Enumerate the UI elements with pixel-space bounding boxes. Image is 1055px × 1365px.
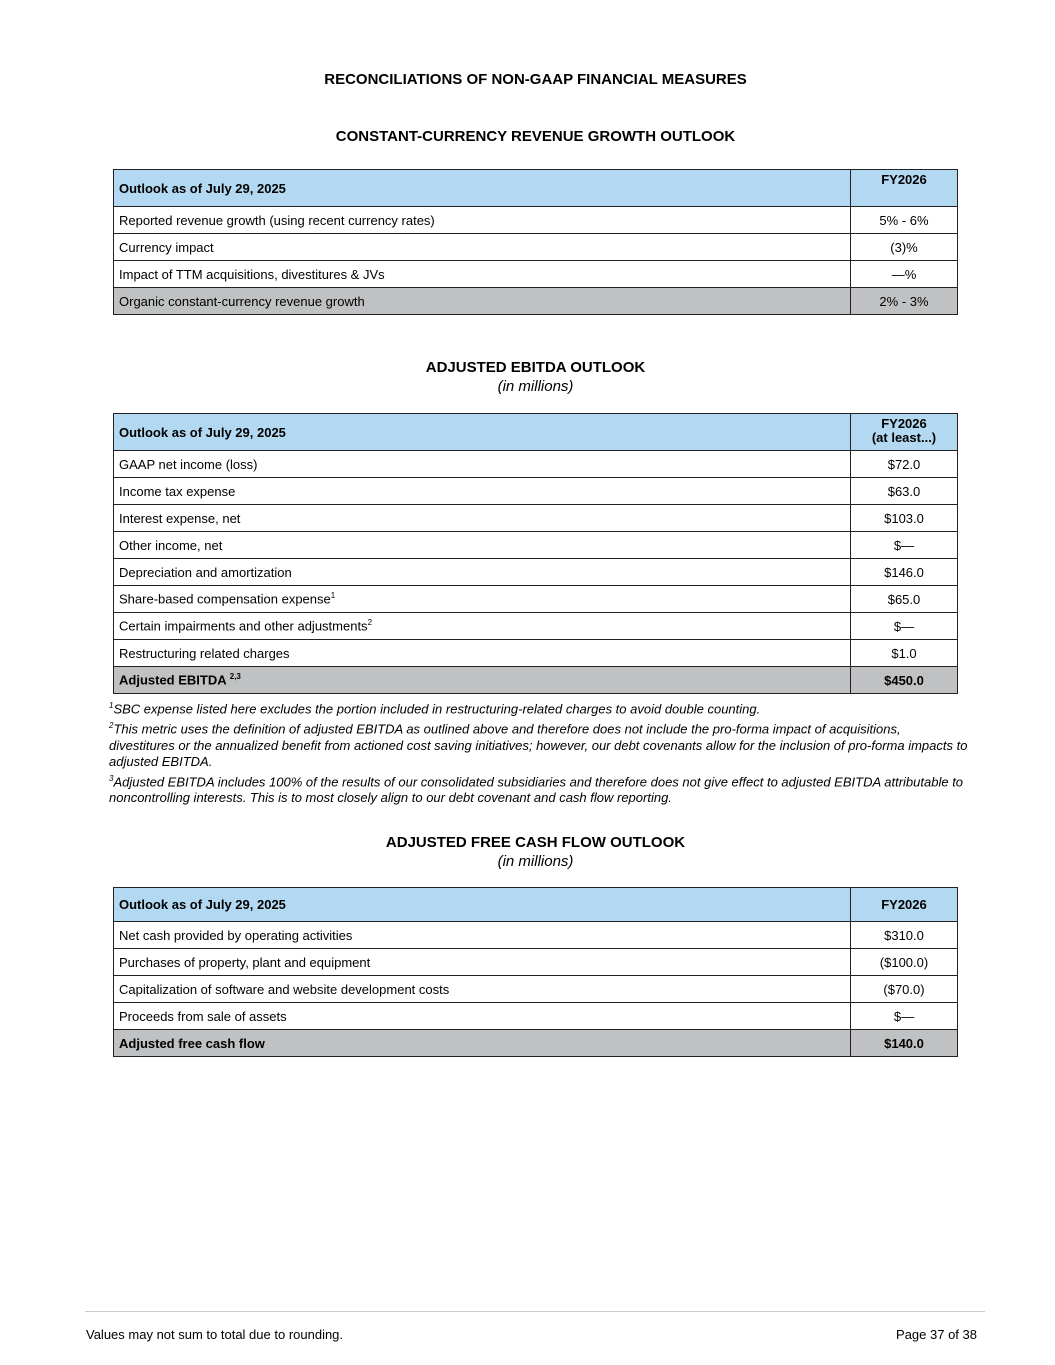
row-value	[851, 261, 958, 288]
row-label	[114, 234, 851, 261]
row-value	[851, 922, 958, 949]
row-value-text: $310.0	[884, 927, 924, 943]
total-value	[851, 288, 958, 315]
fcf-subtitle: (in millions)	[497, 853, 574, 870]
row-value-text: $—	[893, 618, 915, 634]
header-label	[114, 888, 851, 922]
row-value	[851, 478, 958, 505]
ebitda-title: ADJUSTED EBITDA OUTLOOK	[425, 359, 646, 376]
row-value	[851, 532, 958, 559]
row-label	[114, 559, 851, 586]
footer-divider	[85, 1311, 985, 1312]
row-label	[114, 451, 851, 478]
row-value-text: ($70.0)	[883, 981, 925, 997]
total-label	[114, 288, 851, 315]
row-label	[114, 922, 851, 949]
table-row	[114, 207, 958, 234]
total-label	[114, 667, 851, 694]
row-label-text: Share-based compensation expense	[119, 591, 331, 607]
table-row	[114, 613, 958, 640]
fcf-table	[113, 887, 958, 1057]
table-row	[114, 261, 958, 288]
header-row	[114, 888, 958, 922]
table-row	[114, 976, 958, 1003]
row-value-text: $—	[893, 1008, 915, 1024]
header-label	[114, 170, 851, 207]
row-value	[851, 640, 958, 667]
total-row	[114, 1030, 958, 1057]
ebitda-footnotes	[109, 698, 969, 807]
table-row	[114, 532, 958, 559]
row-value-text: $146.0	[884, 564, 924, 580]
row-value	[851, 451, 958, 478]
ebitda-subtitle: (in millions)	[497, 378, 574, 395]
row-label-text: Certain impairments and other adjustments	[119, 618, 368, 634]
footer-note: Values may not sum to total due to rounding.	[86, 1327, 344, 1342]
footnote-number: 2	[109, 720, 114, 730]
row-value	[851, 976, 958, 1003]
row-label-text: Income tax expense	[119, 483, 236, 499]
footnote-ref: 1	[330, 591, 336, 601]
footnote-text: Adjusted EBITDA includes 100% of the results of our consolidated subsidiaries and therefore does not give effect to adjusted EBITDA attributable to noncontrolling interests. This is to most closely align to our debt covenant and cash flow reporting.	[109, 773, 964, 806]
header-label-text: Outlook as of July 29, 2025	[119, 180, 286, 196]
row-value-text: 5% - 6%	[879, 212, 929, 228]
row-value-text: (3)%	[890, 239, 918, 255]
table-row	[114, 640, 958, 667]
row-value	[851, 949, 958, 976]
header-row	[114, 170, 958, 207]
row-label	[114, 478, 851, 505]
row-label	[114, 532, 851, 559]
footnote	[109, 771, 969, 807]
total-value-text: 2% - 3%	[879, 293, 929, 309]
row-label-text: GAAP net income (loss)	[119, 456, 258, 472]
row-label-text: Proceeds from sale of assets	[119, 1008, 287, 1024]
row-value	[851, 505, 958, 532]
row-label-text: Capitalization of software and website development costs	[119, 981, 450, 997]
row-value-text: —%	[891, 266, 917, 282]
row-value-text: $72.0	[887, 456, 921, 472]
header-period	[851, 170, 958, 207]
row-label	[114, 1003, 851, 1030]
table-row	[114, 559, 958, 586]
table-row	[114, 478, 958, 505]
ccr-title: CONSTANT-CURRENCY REVENUE GROWTH OUTLOOK	[335, 128, 736, 145]
footnote-text: This metric uses the definition of adjusted EBITDA as outlined above and therefore does not include the pro-forma impact of acquisitions, divestitures or the annualized benefit from actioned cost saving initiatives; however, our debt covenants allow for the inclusion of pro-forma impacts to adjusted EBITDA.	[109, 721, 968, 770]
total-row	[114, 667, 958, 694]
fcf-title: ADJUSTED FREE CASH FLOW OUTLOOK	[385, 834, 686, 851]
header-label-text: Outlook as of July 29, 2025	[119, 897, 286, 912]
row-value-text: $63.0	[887, 483, 921, 499]
table-row	[114, 949, 958, 976]
header-period	[851, 414, 958, 451]
footnote-number: 3	[109, 773, 114, 783]
total-label-text: Adjusted EBITDA	[119, 672, 230, 688]
total-value-text: $450.0	[884, 672, 924, 688]
table-row	[114, 586, 958, 613]
header-qualifier: (at least...)	[871, 430, 937, 445]
total-value	[851, 667, 958, 694]
footnote-number: 1	[109, 701, 114, 710]
header-period-text: FY2026	[881, 172, 927, 187]
row-label-text: Other income, net	[119, 537, 223, 553]
page-title: RECONCILIATIONS OF NON-GAAP FINANCIAL MEASURES	[324, 71, 747, 88]
table-row	[114, 451, 958, 478]
total-label-text: Organic constant-currency revenue growth	[119, 293, 365, 309]
row-label	[114, 261, 851, 288]
row-label-text: Interest expense, net	[119, 510, 241, 526]
row-value	[851, 207, 958, 234]
header-row	[114, 414, 958, 451]
row-label	[114, 949, 851, 976]
row-value-text: ($100.0)	[879, 954, 929, 970]
row-label-text: Restructuring related charges	[119, 645, 290, 661]
row-value	[851, 586, 958, 613]
header-period-text: FY2026	[881, 416, 927, 431]
table-row	[114, 505, 958, 532]
table-row	[114, 1003, 958, 1030]
total-value	[851, 1030, 958, 1057]
row-label-text: Net cash provided by operating activities	[119, 927, 353, 943]
row-label	[114, 207, 851, 234]
row-label-text: Purchases of property, plant and equipment	[119, 954, 371, 970]
row-label-text: Reported revenue growth (using recent currency rates)	[119, 212, 435, 228]
header-label	[114, 414, 851, 451]
row-value-text: $—	[893, 537, 915, 553]
total-label-text: Adjusted free cash flow	[119, 1035, 265, 1051]
row-label	[114, 976, 851, 1003]
row-label	[114, 586, 851, 613]
footnote	[109, 698, 969, 718]
row-value-text: $103.0	[884, 510, 924, 526]
footnote-ref: 2	[367, 618, 373, 628]
row-label-text: Depreciation and amortization	[119, 564, 292, 580]
row-label	[114, 613, 851, 640]
row-value	[851, 1003, 958, 1030]
footnote	[109, 718, 969, 771]
page-number: Page 37 of 38	[896, 1327, 977, 1342]
table-row	[114, 922, 958, 949]
row-value	[851, 234, 958, 261]
table-row	[114, 234, 958, 261]
row-value-text: $65.0	[887, 591, 921, 607]
row-value-text: $1.0	[891, 645, 917, 661]
header-period	[851, 888, 958, 922]
total-row	[114, 288, 958, 315]
row-label-text: Impact of TTM acquisitions, divestitures & JVs	[119, 266, 385, 282]
row-value	[851, 613, 958, 640]
header-label-text: Outlook as of July 29, 2025	[119, 424, 286, 440]
ebitda-table	[113, 413, 958, 694]
footnote-text: SBC expense listed here excludes the portion included in restructuring-related charges to avoid double counting.	[113, 701, 761, 717]
footnote-ref: 2,3	[229, 672, 241, 682]
ccr-table	[113, 169, 958, 315]
total-value-text: $140.0	[884, 1035, 924, 1051]
row-label	[114, 505, 851, 532]
row-value	[851, 559, 958, 586]
row-label	[114, 640, 851, 667]
total-label	[114, 1030, 851, 1057]
header-period-text: FY2026	[881, 896, 927, 912]
row-label-text: Currency impact	[119, 239, 214, 255]
